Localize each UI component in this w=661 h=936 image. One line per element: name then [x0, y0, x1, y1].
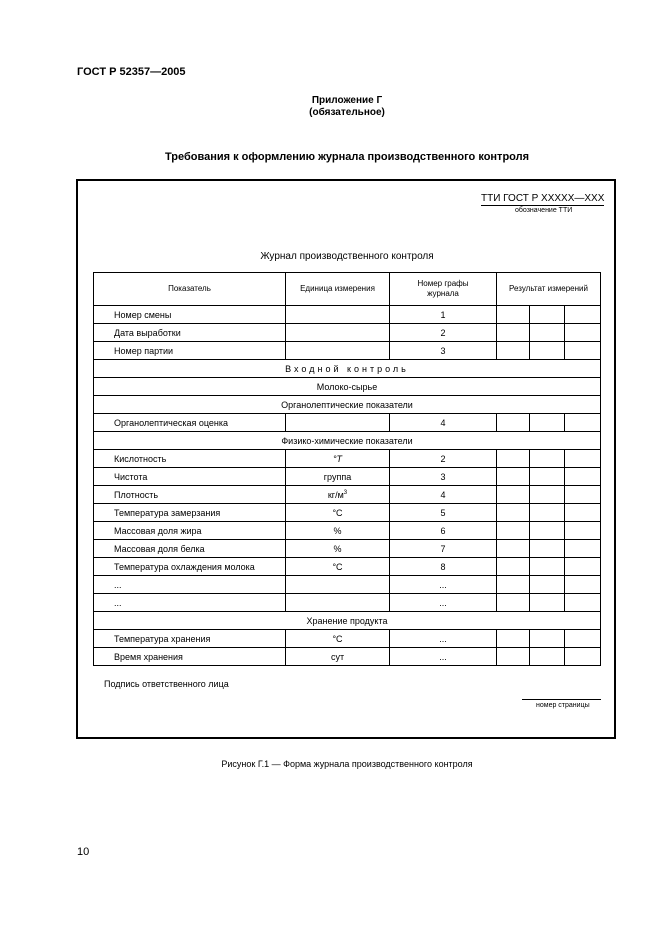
result-cell	[530, 414, 565, 432]
section-raw-milk: Молоко-сырье	[94, 378, 601, 396]
row-name: Температура охлаждения молока	[94, 558, 286, 576]
row-unit: °T	[286, 450, 390, 468]
result-cell	[530, 468, 565, 486]
page-number: 10	[77, 846, 90, 858]
result-cell	[565, 540, 601, 558]
row-name: Плотность	[94, 486, 286, 504]
row-name: ...	[94, 594, 286, 612]
section-title: Требования к оформлению журнала производственного контроля	[164, 151, 530, 163]
section-physchem: Физико-химические показатели	[94, 432, 601, 450]
row-column-number: ...	[390, 576, 497, 594]
page-number-label: номер страницы	[536, 702, 590, 709]
page-number-line	[522, 699, 601, 700]
col-header-indicator: Показатель	[94, 273, 286, 306]
figure-caption: Рисунок Г.1 — Форма журнала производственного контроля	[221, 759, 473, 769]
result-cell	[530, 558, 565, 576]
row-name: Чистота	[94, 468, 286, 486]
appendix-label: Приложение Г	[311, 95, 383, 106]
row-unit	[286, 414, 390, 432]
row-name: Температура хранения	[94, 630, 286, 648]
row-unit: °C	[286, 630, 390, 648]
appendix-heading	[0, 95, 661, 119]
result-cell	[497, 324, 530, 342]
result-cell	[530, 630, 565, 648]
row-column-number: 4	[390, 486, 497, 504]
result-cell	[497, 594, 530, 612]
section-organoleptic: Органолептические показатели	[94, 396, 601, 414]
result-cell	[497, 342, 530, 360]
row-name: Органолептическая оценка	[94, 414, 286, 432]
row-column-number: 5	[390, 504, 497, 522]
col-header-result: Результат измерений	[497, 273, 601, 306]
row-name: Массовая доля жира	[94, 522, 286, 540]
row-name: Кислотность	[94, 450, 286, 468]
row-unit: °C	[286, 504, 390, 522]
result-cell	[565, 558, 601, 576]
col-header-unit: Единица измерения	[286, 273, 390, 306]
table-row	[94, 630, 601, 648]
table-row	[94, 648, 601, 666]
row-column-number: ...	[390, 594, 497, 612]
result-cell	[497, 450, 530, 468]
row-column-number: 2	[390, 450, 497, 468]
section-storage: Хранение продукта	[94, 612, 601, 630]
result-cell	[530, 540, 565, 558]
table-row	[94, 594, 601, 612]
journal-title: Журнал производственного контроля	[260, 251, 434, 262]
unit-superscript: 3	[343, 489, 348, 496]
signature-label: Подпись ответственного лица	[104, 679, 229, 689]
row-column-number: 3	[390, 342, 497, 360]
result-cell	[530, 306, 565, 324]
section-incoming-control: Входной контроль	[94, 360, 601, 378]
table-row	[94, 324, 601, 342]
row-name: Массовая доля белка	[94, 540, 286, 558]
tti-caption: обозначение ТТИ	[515, 207, 573, 214]
row-column-number: ...	[390, 648, 497, 666]
result-cell	[530, 522, 565, 540]
table-row	[94, 540, 601, 558]
section-row	[94, 396, 601, 414]
result-cell	[565, 342, 601, 360]
row-column-number: 8	[390, 558, 497, 576]
section-row	[94, 432, 601, 450]
table-row	[94, 576, 601, 594]
table-row	[94, 306, 601, 324]
result-cell	[530, 594, 565, 612]
row-column-number: 7	[390, 540, 497, 558]
result-cell	[530, 486, 565, 504]
result-cell	[530, 576, 565, 594]
table-header-row	[94, 273, 601, 306]
result-cell	[497, 558, 530, 576]
row-name: Температура замерзания	[94, 504, 286, 522]
result-cell	[565, 630, 601, 648]
result-cell	[497, 306, 530, 324]
row-column-number: 4	[390, 414, 497, 432]
result-cell	[530, 324, 565, 342]
section-row	[94, 360, 601, 378]
col-header-column-no	[390, 273, 497, 306]
table-row	[94, 342, 601, 360]
row-name: Дата выработки	[94, 324, 286, 342]
row-column-number: 6	[390, 522, 497, 540]
row-unit: %	[286, 540, 390, 558]
result-cell	[565, 504, 601, 522]
row-column-number: 1	[390, 306, 497, 324]
unit-text: кг/м	[327, 489, 344, 500]
table-row	[94, 450, 601, 468]
result-cell	[497, 648, 530, 666]
row-unit	[286, 486, 390, 504]
result-cell	[565, 306, 601, 324]
result-cell	[565, 522, 601, 540]
table-row	[94, 486, 601, 504]
result-cell	[497, 630, 530, 648]
result-cell	[565, 648, 601, 666]
result-cell	[497, 522, 530, 540]
row-name: Время хранения	[94, 648, 286, 666]
row-unit	[286, 324, 390, 342]
col-header-column-no-line1: Номер графы	[417, 279, 469, 288]
row-unit: сут	[286, 648, 390, 666]
col-header-column-no-line2: журнала	[427, 289, 459, 298]
row-unit: группа	[286, 468, 390, 486]
table-row	[94, 522, 601, 540]
tti-code: ТТИ ГОСТ Р XXXXX—XXX	[481, 193, 605, 204]
row-unit: °C	[286, 558, 390, 576]
row-unit	[286, 342, 390, 360]
result-cell	[565, 486, 601, 504]
result-cell	[497, 486, 530, 504]
row-column-number: ...	[390, 630, 497, 648]
table-row	[94, 504, 601, 522]
row-unit	[286, 594, 390, 612]
result-cell	[497, 540, 530, 558]
table-row	[94, 414, 601, 432]
result-cell	[530, 450, 565, 468]
table-row	[94, 558, 601, 576]
document-id: ГОСТ Р 52357—2005	[77, 66, 186, 78]
result-cell	[565, 450, 601, 468]
result-cell	[497, 468, 530, 486]
table-row	[94, 468, 601, 486]
row-name: Номер партии	[94, 342, 286, 360]
row-unit	[286, 306, 390, 324]
result-cell	[565, 594, 601, 612]
row-unit	[286, 576, 390, 594]
row-column-number: 3	[390, 468, 497, 486]
result-cell	[565, 468, 601, 486]
row-column-number: 2	[390, 324, 497, 342]
result-cell	[497, 576, 530, 594]
section-row	[94, 378, 601, 396]
result-cell	[497, 504, 530, 522]
result-cell	[530, 504, 565, 522]
result-cell	[497, 414, 530, 432]
appendix-note: (обязательное)	[309, 107, 385, 118]
result-cell	[565, 324, 601, 342]
row-name: Номер смены	[94, 306, 286, 324]
result-cell	[565, 576, 601, 594]
result-cell	[530, 648, 565, 666]
journal-table	[93, 272, 601, 666]
row-name: ...	[94, 576, 286, 594]
result-cell	[565, 414, 601, 432]
row-unit: %	[286, 522, 390, 540]
result-cell	[530, 342, 565, 360]
section-row	[94, 612, 601, 630]
